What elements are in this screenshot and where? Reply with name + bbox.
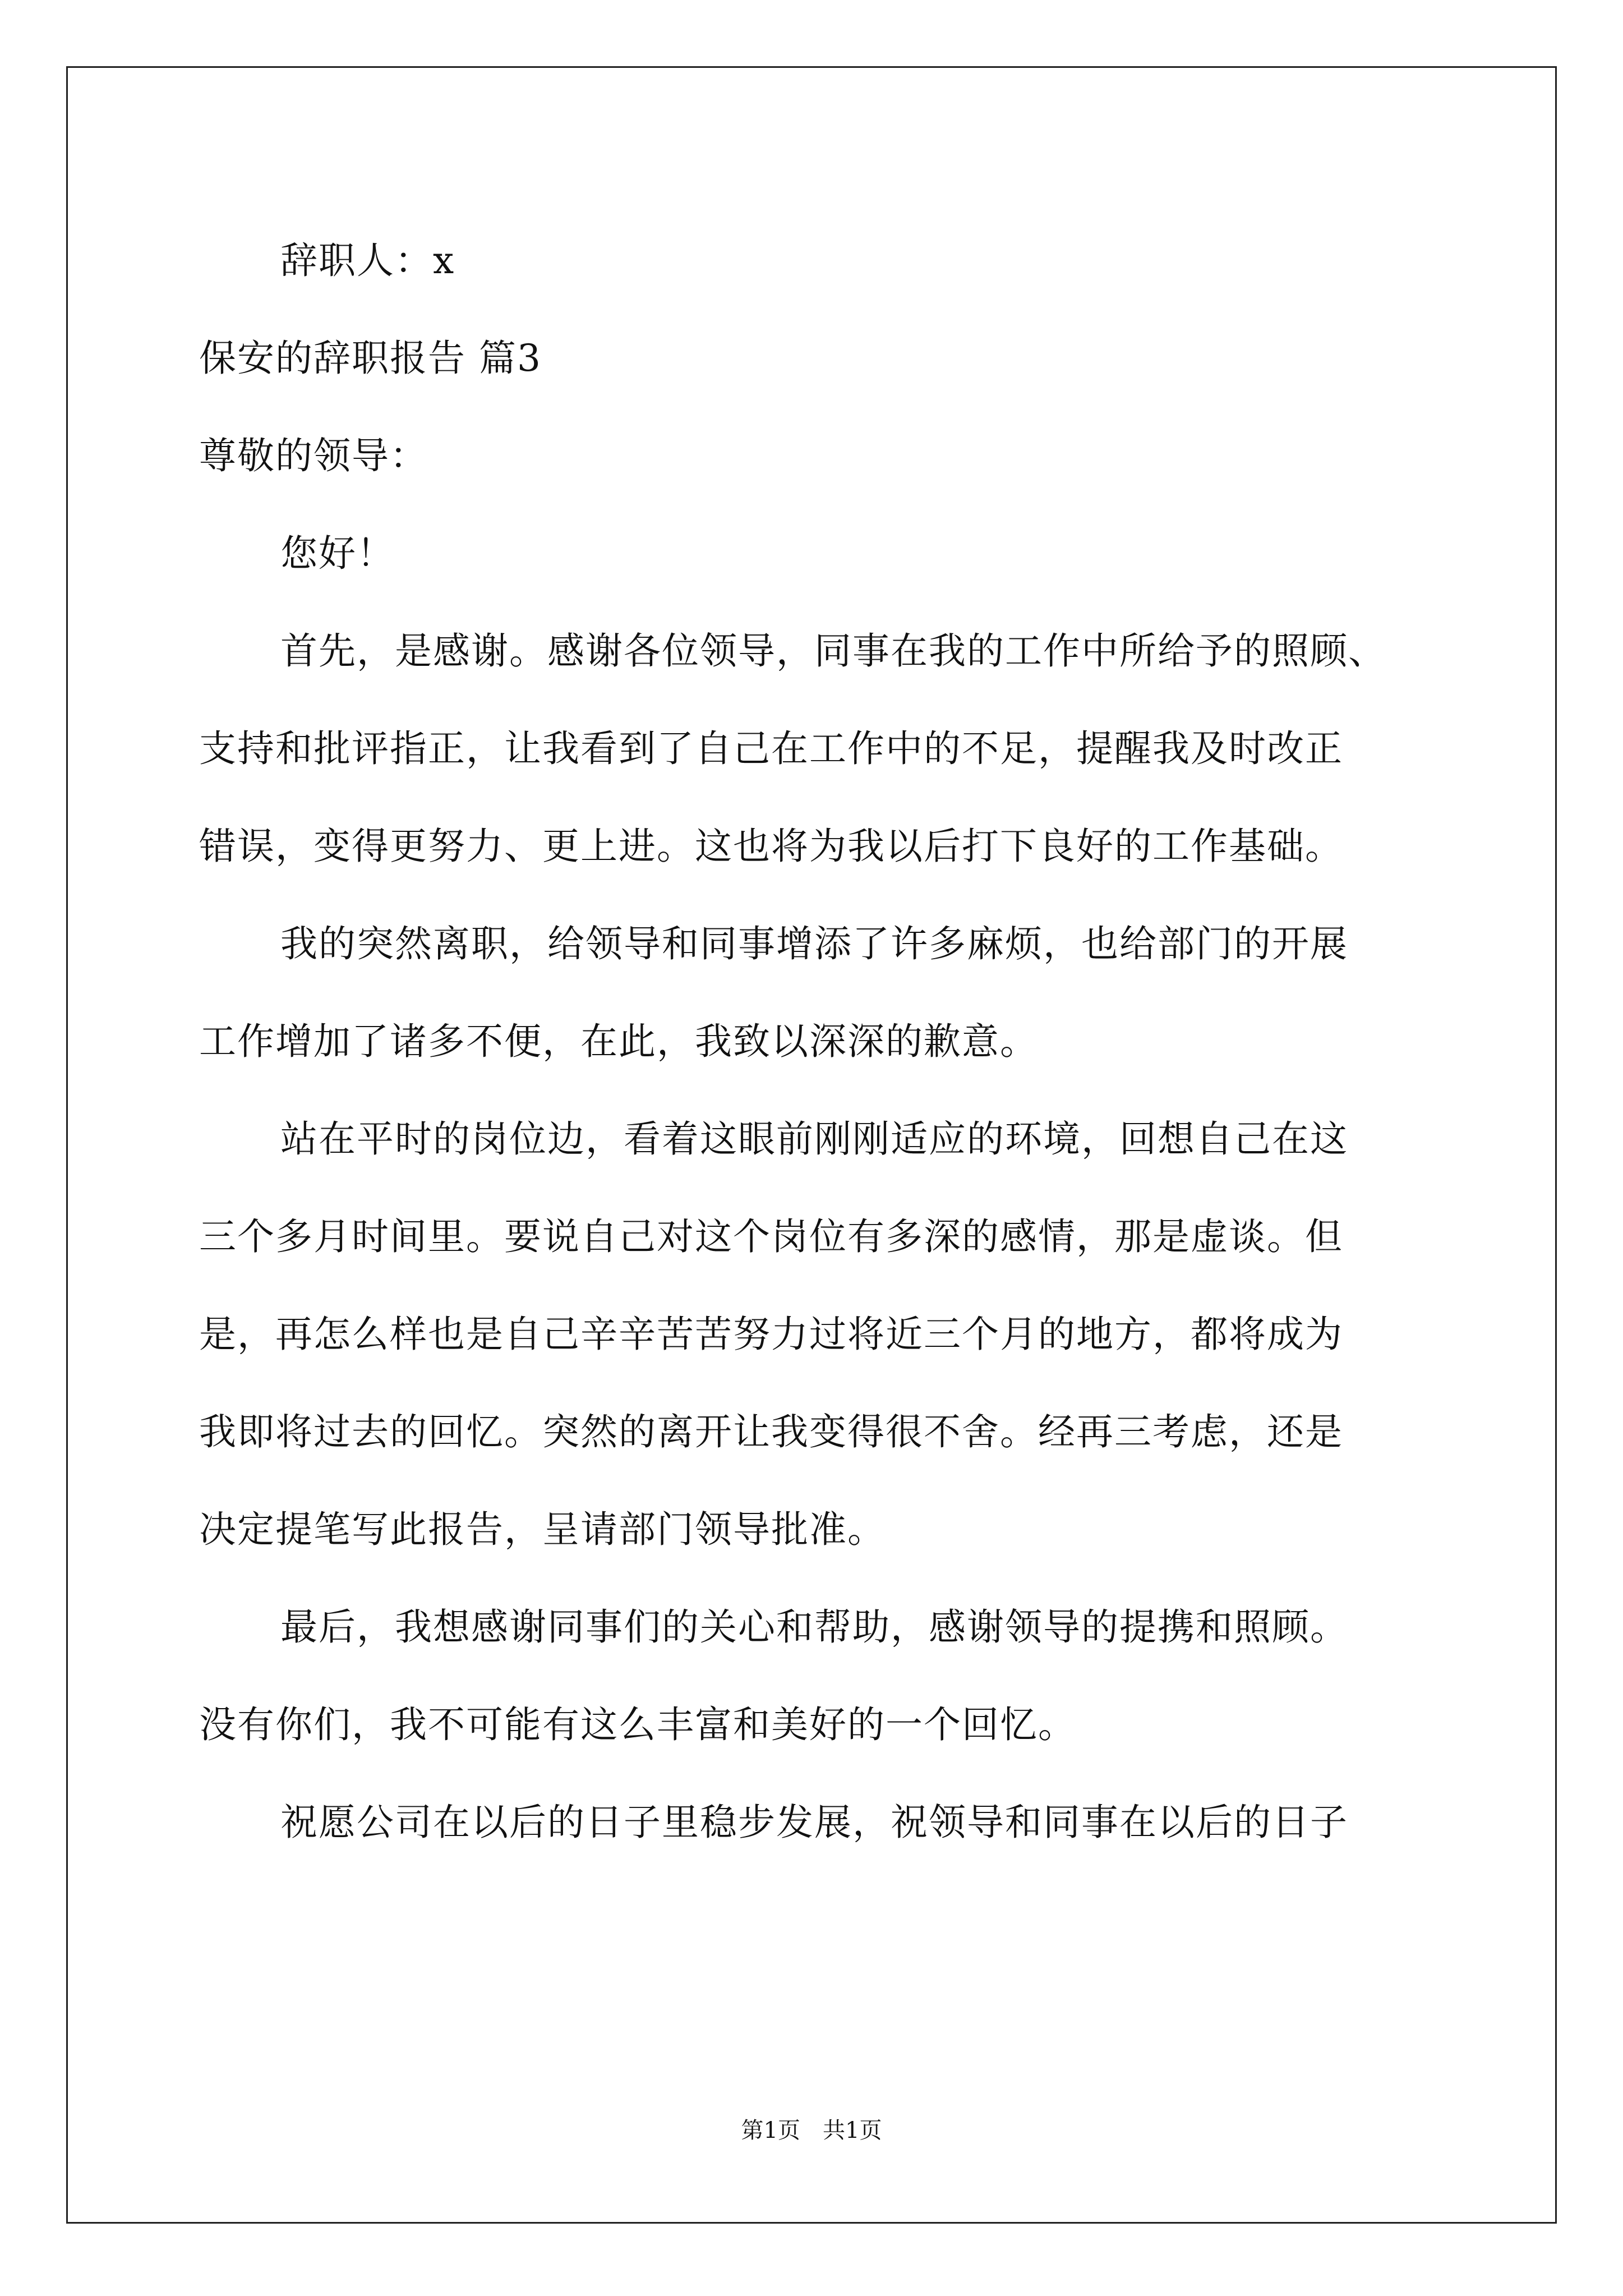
paragraph-line: 最后，我想感谢同事们的关心和帮助，感谢领导的提携和照顾。 <box>280 1605 1348 1649</box>
paragraph-line: 我的突然离职，给领导和同事增添了许多麻烦，也给部门的开展 <box>280 922 1348 965</box>
paragraph-line: 首先，是感谢。感谢各位领导，同事在我的工作中所给予的照顾、 <box>280 629 1386 673</box>
paragraph-line: 决定提笔写此报告，呈请部门领导批准。 <box>199 1508 886 1551</box>
greeting: 您好！ <box>280 532 395 575</box>
paragraph-line: 我即将过去的回忆。突然的离开让我变得很不舍。经再三考虑，还是 <box>199 1410 1343 1453</box>
paragraph-line: 错误，变得更努力、更上进。这也将为我以后打下良好的工作基础。 <box>199 825 1343 868</box>
salutation: 尊敬的领导： <box>199 434 428 477</box>
paragraph-line: 支持和批评指正，让我看到了自己在工作中的不足，提醒我及时改正 <box>199 727 1343 770</box>
paragraph-line: 是，再怎么样也是自己辛辛苦苦努力过将近三个月的地方，都将成为 <box>199 1313 1343 1356</box>
paragraph-line: 三个多月时间里。要说自己对这个岗位有多深的感情，那是虚谈。但 <box>199 1215 1343 1258</box>
document-body <box>199 212 1433 1871</box>
paragraph-line: 工作增加了诸多不便，在此，我致以深深的歉意。 <box>199 1020 1038 1063</box>
paragraph-line: 站在平时的岗位边，看着这眼前刚刚适应的环境，回想自己在这 <box>280 1117 1348 1161</box>
signature-line: 辞职人：x <box>280 239 455 282</box>
page-footer: 第1页 共1页 <box>741 2118 882 2143</box>
paragraph-line: 没有你们，我不可能有这么丰富和美好的一个回忆。 <box>199 1703 1076 1746</box>
paragraph-line: 祝愿公司在以后的日子里稳步发展，祝领导和同事在以后的日子 <box>280 1801 1348 1844</box>
section-heading: 保安的辞职报告 篇3 <box>199 337 542 380</box>
